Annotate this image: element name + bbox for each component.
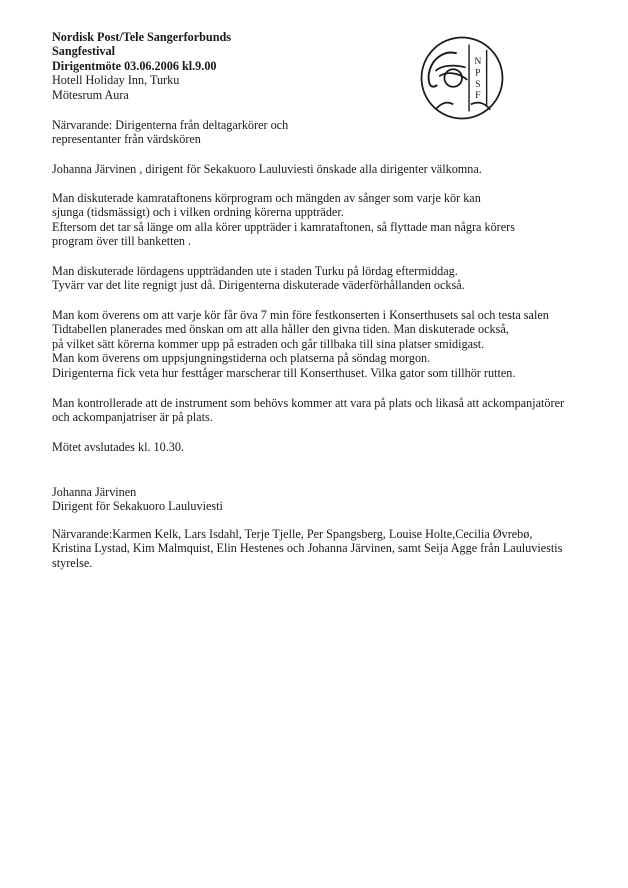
instruments-line-1: Man kontrollerade att de instrument som behövs kommer att vara på plats och likaså att ackompanjatörer bbox=[52, 396, 565, 410]
program-paragraph bbox=[52, 191, 515, 249]
present-line-2: representanter från värdskören bbox=[52, 132, 201, 147]
saturday-line-1: Man diskuterade lördagens uppträdanden ute i staden Turku på lördag eftermiddag. bbox=[52, 264, 458, 278]
instruments-line-2: och ackompanjatriser är på plats. bbox=[52, 410, 213, 425]
attendees-line-2: Kristina Lystad, Kim Malmquist, Elin Hestenes och Johanna Järvinen, samt Seija Agge från Lauluviestis bbox=[52, 541, 563, 556]
heading-line-1: Nordisk Post/Tele Sangerforbunds bbox=[52, 30, 232, 44]
present-paragraph bbox=[52, 118, 288, 147]
heading-line-3: Dirigentmöte 03.06.2006 kl.9.00 bbox=[52, 58, 217, 73]
rehearsal-line-3: på vilket sätt körerna kommer upp på estraden och går tillbaka till sina platser smidigast. bbox=[52, 336, 485, 351]
logo-letter-s: S bbox=[475, 78, 481, 90]
instruments-paragraph bbox=[52, 396, 564, 425]
attendees-line-3: styrelse. bbox=[52, 555, 93, 570]
logo-letter-p: P bbox=[475, 67, 481, 79]
rehearsal-line-5: Dirigenterna fick veta hur festtåger marscherar till Konserthuset. Vilka gator som tillhör rutten. bbox=[52, 365, 516, 380]
rehearsal-line-4: Man kom överens om uppsjungningstiderna och platserna på söndag morgon. bbox=[52, 351, 431, 366]
program-line-3: Eftersom det tar så länge om alla körer uppträder i kamrataftonen, så flyttade man några körers bbox=[52, 219, 515, 234]
closing-line-1: Mötet avslutades kl. 10.30. bbox=[52, 440, 185, 454]
signature-name: Johanna Järvinen bbox=[52, 485, 137, 499]
rehearsal-paragraph bbox=[52, 308, 549, 380]
attendees-line-1: Närvarande:Karmen Kelk, Lars Isdahl, Terje Tjelle, Per Spangsberg, Louise Holte,Cecilia Øvrebø, bbox=[52, 527, 533, 541]
welcome-line-1: Johanna Järvinen , dirigent för Sekakuoro Lauluviesti önskade alla dirigenter välkomna. bbox=[52, 162, 482, 176]
logo-letter-n: N bbox=[474, 55, 482, 67]
letter-heading bbox=[52, 30, 231, 102]
saturday-line-2: Tyvärr var det lite regnigt just då. Dirigenterna diskuterade väderförhållanden också. bbox=[52, 278, 465, 293]
saturday-paragraph bbox=[52, 264, 465, 293]
program-line-4: program över till banketten . bbox=[52, 234, 192, 249]
present-line-1: Närvarande: Dirigenterna från deltagarkörer och bbox=[52, 118, 289, 132]
location-line-2: Mötesrum Aura bbox=[52, 87, 129, 102]
program-line-1: Man diskuterade kamrataftonens körprogram och mängden av sånger som varje kör kan bbox=[52, 191, 481, 205]
signature-block bbox=[52, 485, 223, 514]
location-line-1: Hotell Holiday Inn, Turku bbox=[52, 73, 180, 88]
heading-line-2: Sangfestival bbox=[52, 44, 115, 59]
welcome-paragraph bbox=[52, 162, 482, 176]
rehearsal-line-2: Tidtabellen planerades med önskan om att alla håller den givna tiden. Man diskuterade också, bbox=[52, 322, 509, 337]
signature-title: Dirigent för Sekakuoro Lauluviesti bbox=[52, 499, 223, 514]
program-line-2: sjunga (tidsmässigt) och i vilken ordning körerna uppträder. bbox=[52, 205, 344, 220]
attendees-paragraph bbox=[52, 527, 562, 570]
rehearsal-line-1: Man kom överens om att varje kör får öva 7 min före festkonserten i Konserthusets sal och testa salen bbox=[52, 308, 549, 322]
logo-letter-f: F bbox=[475, 90, 481, 102]
closing-paragraph bbox=[52, 440, 184, 454]
post-horn-emblem-icon bbox=[418, 34, 506, 122]
